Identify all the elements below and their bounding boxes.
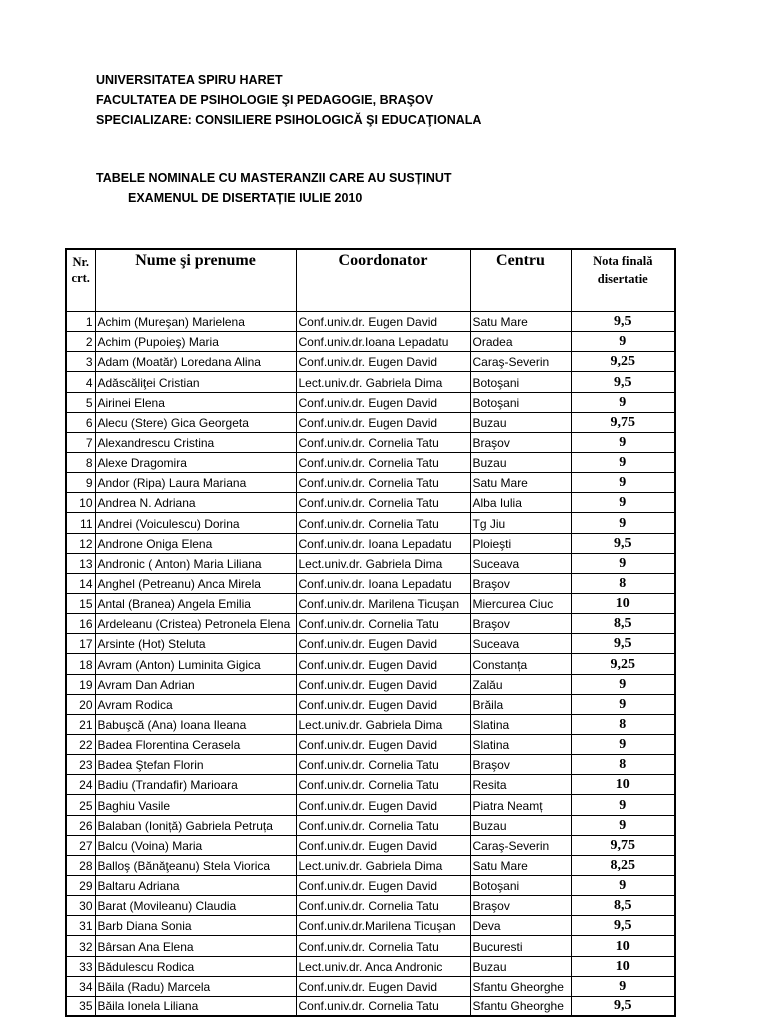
cell-name: Alexandrescu Cristina — [95, 432, 296, 452]
table-row — [66, 855, 675, 875]
cell-coordinator: Conf.univ.dr. Eugen David — [296, 694, 470, 714]
cell-nota: 9,5 — [571, 372, 675, 392]
cell-coordinator: Conf.univ.dr.Ioana Lepadatu — [296, 332, 470, 352]
table-body — [66, 312, 675, 1017]
cell-centru: Buzau — [470, 412, 571, 432]
cell-centru: Deva — [470, 916, 571, 936]
cell-nr: 27 — [66, 835, 95, 855]
cell-coordinator: Conf.univ.dr. Eugen David — [296, 634, 470, 654]
cell-nota: 9 — [571, 473, 675, 493]
cell-nota: 9,5 — [571, 533, 675, 553]
table-row — [66, 493, 675, 513]
cell-centru: Resita — [470, 775, 571, 795]
cell-centru: Suceava — [470, 553, 571, 573]
cell-nota: 9 — [571, 432, 675, 452]
cell-coordinator: Conf.univ.dr.Marilena Ticuşan — [296, 916, 470, 936]
cell-name: Achim (Mureşan) Marielena — [95, 312, 296, 332]
cell-nr: 24 — [66, 775, 95, 795]
cell-centru: Ploieşti — [470, 533, 571, 553]
table-row — [66, 352, 675, 372]
table-row — [66, 674, 675, 694]
cell-name: Antal (Branea) Angela Emilia — [95, 593, 296, 613]
table-row — [66, 452, 675, 472]
cell-name: Balaban (Ioniță) Gabriela Petruța — [95, 815, 296, 835]
cell-centru: Braşov — [470, 755, 571, 775]
cell-centru: Caraş-Severin — [470, 835, 571, 855]
cell-coordinator: Conf.univ.dr. Eugen David — [296, 674, 470, 694]
cell-name: Avram Rodica — [95, 694, 296, 714]
cell-nr: 16 — [66, 614, 95, 634]
cell-nr: 10 — [66, 493, 95, 513]
cell-name: Baltaru Adriana — [95, 875, 296, 895]
table-row — [66, 573, 675, 593]
table-row — [66, 755, 675, 775]
cell-name: Balloş (Bănăţeanu) Stela Viorica — [95, 855, 296, 875]
table-row — [66, 513, 675, 533]
cell-name: Avram (Anton) Luminita Gigica — [95, 654, 296, 674]
specialization: SPECIALIZARE: CONSILIERE PSIHOLOGICĂ ŞI EDUCAŢIONALA — [96, 113, 482, 127]
table-row — [66, 775, 675, 795]
cell-name: Babuşcă (Ana) Ioana Ileana — [95, 714, 296, 734]
table-row — [66, 835, 675, 855]
cell-nota: 10 — [571, 593, 675, 613]
cell-centru: Buzau — [470, 452, 571, 472]
cell-nr: 21 — [66, 714, 95, 734]
table-row — [66, 875, 675, 895]
cell-nr: 1 — [66, 312, 95, 332]
table-row — [66, 714, 675, 734]
students-table — [65, 248, 676, 1017]
cell-nota: 9 — [571, 392, 675, 412]
header-nota-line1: Nota finală — [593, 254, 653, 268]
table-row — [66, 976, 675, 996]
table-row — [66, 956, 675, 976]
cell-nr: 15 — [66, 593, 95, 613]
cell-nota: 8,5 — [571, 896, 675, 916]
table-row — [66, 916, 675, 936]
cell-nota: 8,25 — [571, 855, 675, 875]
cell-centru: Constanța — [470, 654, 571, 674]
header-nota-line2: disertatie — [597, 272, 648, 286]
cell-nota: 9,25 — [571, 352, 675, 372]
cell-coordinator: Conf.univ.dr. Eugen David — [296, 734, 470, 754]
cell-coordinator: Conf.univ.dr. Ioana Lepadatu — [296, 573, 470, 593]
cell-centru: Caraş-Severin — [470, 352, 571, 372]
table-row — [66, 896, 675, 916]
cell-centru: Sfantu Gheorghe — [470, 996, 571, 1016]
cell-centru: Tg Jiu — [470, 513, 571, 533]
cell-nota: 8 — [571, 573, 675, 593]
table-row — [66, 332, 675, 352]
cell-nr: 26 — [66, 815, 95, 835]
cell-name: Bădulescu Rodica — [95, 956, 296, 976]
table-row — [66, 996, 675, 1016]
cell-centru: Braşov — [470, 573, 571, 593]
cell-coordinator: Conf.univ.dr. Ioana Lepadatu — [296, 533, 470, 553]
cell-name: Andronic ( Anton) Maria Liliana — [95, 553, 296, 573]
cell-centru: Buzau — [470, 956, 571, 976]
cell-nota: 9,5 — [571, 312, 675, 332]
cell-name: Alecu (Stere) Gica Georgeta — [95, 412, 296, 432]
cell-nota: 9 — [571, 694, 675, 714]
cell-centru: Satu Mare — [470, 473, 571, 493]
cell-nr: 3 — [66, 352, 95, 372]
header-nr — [66, 249, 95, 312]
cell-centru: Sfantu Gheorghe — [470, 976, 571, 996]
table-row — [66, 372, 675, 392]
cell-name: Balcu (Voina) Maria — [95, 835, 296, 855]
cell-nr: 5 — [66, 392, 95, 412]
cell-coordinator: Conf.univ.dr. Cornelia Tatu — [296, 815, 470, 835]
cell-coordinator: Conf.univ.dr. Eugen David — [296, 312, 470, 332]
cell-centru: Suceava — [470, 634, 571, 654]
cell-coordinator: Lect.univ.dr. Gabriela Dima — [296, 553, 470, 573]
cell-name: Arsinte (Hot) Steluta — [95, 634, 296, 654]
cell-nr: 28 — [66, 855, 95, 875]
cell-nota: 9,5 — [571, 916, 675, 936]
cell-nota: 8,5 — [571, 614, 675, 634]
cell-nr: 19 — [66, 674, 95, 694]
cell-coordinator: Conf.univ.dr. Marilena Ticuşan — [296, 593, 470, 613]
table-row — [66, 694, 675, 714]
document-title — [96, 168, 452, 208]
cell-nr: 35 — [66, 996, 95, 1016]
cell-name: Badea Ştefan Florin — [95, 755, 296, 775]
table-row — [66, 815, 675, 835]
cell-nota: 8 — [571, 755, 675, 775]
cell-name: Alexe Dragomira — [95, 452, 296, 472]
cell-nr: 12 — [66, 533, 95, 553]
cell-nota: 9 — [571, 332, 675, 352]
cell-nr: 32 — [66, 936, 95, 956]
cell-nr: 34 — [66, 976, 95, 996]
cell-name: Anghel (Petreanu) Anca Mirela — [95, 573, 296, 593]
header-name: Nume şi prenume — [95, 249, 296, 312]
cell-nr: 14 — [66, 573, 95, 593]
cell-centru: Piatra Neamț — [470, 795, 571, 815]
cell-nr: 33 — [66, 956, 95, 976]
cell-name: Achim (Pupoieş) Maria — [95, 332, 296, 352]
table-row — [66, 795, 675, 815]
cell-centru: Botoşani — [470, 372, 571, 392]
cell-nota: 9 — [571, 553, 675, 573]
document-header — [96, 70, 481, 130]
cell-centru: Miercurea Ciuc — [470, 593, 571, 613]
cell-nr: 6 — [66, 412, 95, 432]
cell-coordinator: Conf.univ.dr. Cornelia Tatu — [296, 493, 470, 513]
cell-centru: Satu Mare — [470, 312, 571, 332]
cell-centru: Botoşani — [470, 875, 571, 895]
cell-coordinator: Conf.univ.dr. Cornelia Tatu — [296, 614, 470, 634]
cell-name: Badea Florentina Cerasela — [95, 734, 296, 754]
cell-nr: 7 — [66, 432, 95, 452]
cell-nota: 9,75 — [571, 412, 675, 432]
cell-nr: 22 — [66, 734, 95, 754]
table-row — [66, 392, 675, 412]
cell-coordinator: Lect.univ.dr. Gabriela Dima — [296, 714, 470, 734]
cell-name: Androne Oniga Elena — [95, 533, 296, 553]
table-row — [66, 553, 675, 573]
cell-coordinator: Conf.univ.dr. Eugen David — [296, 392, 470, 412]
cell-nr: 31 — [66, 916, 95, 936]
cell-centru: Brăila — [470, 694, 571, 714]
table-row — [66, 432, 675, 452]
cell-coordinator: Conf.univ.dr. Cornelia Tatu — [296, 452, 470, 472]
cell-nota: 9 — [571, 674, 675, 694]
cell-nota: 9 — [571, 493, 675, 513]
cell-name: Băila Ionela Liliana — [95, 996, 296, 1016]
table-row — [66, 634, 675, 654]
cell-nota: 9 — [571, 513, 675, 533]
cell-nota: 9 — [571, 875, 675, 895]
cell-name: Airinei Elena — [95, 392, 296, 412]
cell-coordinator: Conf.univ.dr. Cornelia Tatu — [296, 896, 470, 916]
cell-centru: Braşov — [470, 432, 571, 452]
cell-name: Băila (Radu) Marcela — [95, 976, 296, 996]
cell-nr: 17 — [66, 634, 95, 654]
cell-nota: 9,5 — [571, 996, 675, 1016]
cell-nota: 9,75 — [571, 835, 675, 855]
table-row — [66, 593, 675, 613]
cell-name: Andor (Ripa) Laura Mariana — [95, 473, 296, 493]
cell-centru: Slatina — [470, 714, 571, 734]
table-row — [66, 614, 675, 634]
cell-nota: 9 — [571, 795, 675, 815]
cell-centru: Zalău — [470, 674, 571, 694]
cell-nr: 29 — [66, 875, 95, 895]
cell-centru: Bucuresti — [470, 936, 571, 956]
cell-coordinator: Conf.univ.dr. Eugen David — [296, 352, 470, 372]
cell-nota: 9,25 — [571, 654, 675, 674]
cell-nr: 8 — [66, 452, 95, 472]
cell-coordinator: Conf.univ.dr. Eugen David — [296, 412, 470, 432]
cell-coordinator: Conf.univ.dr. Cornelia Tatu — [296, 936, 470, 956]
cell-name: Adam (Moatăr) Loredana Alina — [95, 352, 296, 372]
table-header-row — [66, 249, 675, 312]
cell-centru: Braşov — [470, 614, 571, 634]
cell-nota: 9,5 — [571, 634, 675, 654]
table-row — [66, 312, 675, 332]
cell-coordinator: Conf.univ.dr. Cornelia Tatu — [296, 996, 470, 1016]
cell-nota: 8 — [571, 714, 675, 734]
cell-name: Baghiu Vasile — [95, 795, 296, 815]
cell-centru: Buzau — [470, 815, 571, 835]
cell-name: Andrea N. Adriana — [95, 493, 296, 513]
title-line-2: EXAMENUL DE DISERTAȚIE IULIE 2010 — [128, 191, 363, 205]
cell-nr: 18 — [66, 654, 95, 674]
header-coordinator: Coordonator — [296, 249, 470, 312]
cell-nota: 9 — [571, 734, 675, 754]
cell-name: Andrei (Voiculescu) Dorina — [95, 513, 296, 533]
cell-nr: 13 — [66, 553, 95, 573]
cell-centru: Oradea — [470, 332, 571, 352]
cell-nota: 10 — [571, 936, 675, 956]
header-nr-line2: crt. — [71, 271, 90, 285]
cell-nota: 10 — [571, 775, 675, 795]
cell-nr: 9 — [66, 473, 95, 493]
cell-name: Barb Diana Sonia — [95, 916, 296, 936]
table-row — [66, 654, 675, 674]
cell-coordinator: Conf.univ.dr. Eugen David — [296, 654, 470, 674]
cell-name: Barat (Movileanu) Claudia — [95, 896, 296, 916]
table-row — [66, 412, 675, 432]
title-line-1: TABELE NOMINALE CU MASTERANZII CARE AU SUSȚINUT — [96, 171, 452, 185]
cell-coordinator: Conf.univ.dr. Eugen David — [296, 795, 470, 815]
cell-nr: 4 — [66, 372, 95, 392]
cell-name: Bârsan Ana Elena — [95, 936, 296, 956]
table-row — [66, 936, 675, 956]
cell-centru: Satu Mare — [470, 855, 571, 875]
cell-coordinator: Conf.univ.dr. Cornelia Tatu — [296, 755, 470, 775]
faculty-name: FACULTATEA DE PSIHOLOGIE ŞI PEDAGOGIE, BRAŞOV — [96, 93, 434, 107]
cell-nota: 9 — [571, 815, 675, 835]
cell-centru: Botoşani — [470, 392, 571, 412]
cell-coordinator: Conf.univ.dr. Cornelia Tatu — [296, 775, 470, 795]
cell-coordinator: Lect.univ.dr. Gabriela Dima — [296, 855, 470, 875]
cell-centru: Braşov — [470, 896, 571, 916]
cell-nr: 11 — [66, 513, 95, 533]
cell-coordinator: Conf.univ.dr. Eugen David — [296, 835, 470, 855]
cell-nota: 9 — [571, 976, 675, 996]
cell-coordinator: Lect.univ.dr. Anca Andronic — [296, 956, 470, 976]
table-row — [66, 473, 675, 493]
cell-name: Adăscăliţei Cristian — [95, 372, 296, 392]
university-name: UNIVERSITATEA SPIRU HARET — [96, 73, 283, 87]
cell-name: Avram Dan Adrian — [95, 674, 296, 694]
cell-coordinator: Conf.univ.dr. Eugen David — [296, 976, 470, 996]
table-row — [66, 533, 675, 553]
cell-nr: 23 — [66, 755, 95, 775]
cell-name: Ardeleanu (Cristea) Petronela Elena — [95, 614, 296, 634]
cell-coordinator: Conf.univ.dr. Cornelia Tatu — [296, 513, 470, 533]
cell-coordinator: Lect.univ.dr. Gabriela Dima — [296, 372, 470, 392]
cell-coordinator: Conf.univ.dr. Cornelia Tatu — [296, 432, 470, 452]
table-row — [66, 734, 675, 754]
header-centru: Centru — [470, 249, 571, 312]
cell-nr: 20 — [66, 694, 95, 714]
cell-nr: 25 — [66, 795, 95, 815]
cell-centru: Slatina — [470, 734, 571, 754]
cell-nr: 30 — [66, 896, 95, 916]
cell-coordinator: Conf.univ.dr. Eugen David — [296, 875, 470, 895]
cell-name: Badiu (Trandafir) Marioara — [95, 775, 296, 795]
cell-nr: 2 — [66, 332, 95, 352]
header-nr-line1: Nr. — [72, 255, 90, 269]
cell-coordinator: Conf.univ.dr. Cornelia Tatu — [296, 473, 470, 493]
header-nota — [571, 249, 675, 312]
cell-nota: 10 — [571, 956, 675, 976]
cell-centru: Alba Iulia — [470, 493, 571, 513]
cell-nota: 9 — [571, 452, 675, 472]
